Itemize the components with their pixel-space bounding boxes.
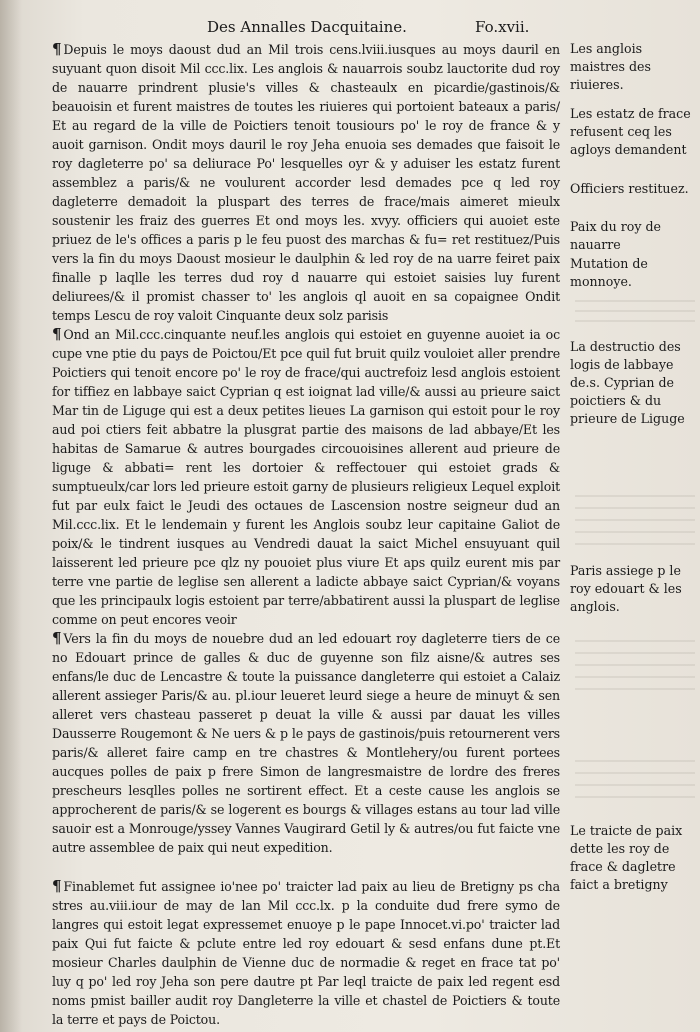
margin-note: La destructio des logis de labbaye de.s. Cyprian de poictiers & du prieure de Liguge xyxy=(570,339,685,426)
paragraph-3 xyxy=(52,629,560,857)
paragraph-text: Depuis le moys daoust dud an Mil trois cens.lviii.iusques au moys dauril en suyuant quon disoit Mil ccc.lix. Les anglois & nauarrois soubz lauctorite dud roy de nauarre prindrent plusie's villes & chasteaulx en picardie/gastinois/& beauoisin et furent maistres de toutes les riuieres qui portoient bateaux a paris/ Et au regard de la ville de Poictiers tenoit tousiours po' le roy de france & y auoit garnison. Ondit moys dauril le roy Jeha enuoia ses demades que faisoit le roy dagleterre po' sa deliurace Po' lesquelles oyr & y aduiser les estatz furent assemblez a paris/& ne voulurent accorder lesd demades pce q led roy dagleterre demadoit la pluspart des terres de frace/mais aimeret mieulx soustenir les fraiz des guerres Et ond moys les. xvyy. officiers qui auoiet este priuez de le's offices a paris p le feu puost des marchas & fu= ret restituez/Puis vers la fin du moys Daoust mosieur le daulphin & led roy de na uarre feiret paix finalle p laqlle les terres dud roy d nauarre qui estoiet saisies luy furent deliurees/& il promist chasser to' les anglois ql auoit en sa copaignee Ondit temps Lescu de roy valoit Cinquante deux solz parisis xyxy=(52,42,560,323)
paragraph-4 xyxy=(52,877,560,1029)
pilcrow-icon: ¶ xyxy=(52,325,62,343)
paragraph-text: Ond an Mil.ccc.cinquante neuf.les anglois qui estoiet en guyenne auoiet ia oc cupe vne ptie du pays de Poictou/Et pce quil fut bruit quilz vouloiet aller prendre Poictiers qui tenoit encore po' le roy de frace/qui auctrefoiz lesd anglois estoient for tiffiez en labbaye saict Cyprian q est ioignat lad ville/& aussi au prieure saict Mar tin de Liguge qui est a deux petites lieues La garnison qui estoit pour le roy aud poi ctiers feit abbatre la plusgrat partie des maisons de lad abbaye/Et les habitas de Samarue & autres bourgades circouoisines allerent aud prieure de liguge & abbati= rent les dortoier & reffectouer qui estoiet grads & sumptueulx/car lors led prieure estoit garny de plusieurs religieux Lequel exploit fut par eulx faict le Jeudi des octaues de Lascension nostre seigneur dud an Mil.ccc.lix. Et le lendemain y furent les Anglois soubz leur capitaine Galiot de poix/& le tindrent iusques au Vendredi dauat la saict Michel ensuyuant quil laisserent led prieure pce qlz ny pouoiet plus viure Et aps quilz eurent mis par terre vne partie de leglise sen allerent a ladicte abbaye saict Cyprian/& voyans que les principaulx logis estoient par terre/abbatirent aussi la pluspart de leglise comme on peut encores veoir xyxy=(52,327,560,627)
paragraph-2 xyxy=(52,325,560,629)
paragraph-text: Vers la fin du moys de nouebre dud an led edouart roy dagleterre tiers de ce no Edouart prince de galles & duc de guyenne son filz aisne/& autres ses enfans/le duc de Lencastre & toute la puissance dangleterre qui estoiet a Calaiz allerent assieger Paris/& au. pl.iour leueret leurd siege a heure de minuyt & sen alleret vers chasteau passeret p deuat la ville & aussi par dauat les villes Dausserre Rougemont & Ne uers & p le pays de gastinois/puis retournerent vers paris/& alleret faire camp en tre chastres & Montlehery/ou furent portees aucques polles de paix p frere Simon de langresmaistre de lordre des freres prescheurs lesqlles polles ne sortirent effect. Et a ceste cause les anglois se approcherent de paris/& se logerent es bourgs & villages estans au tour lad ville sauoir est a Monrouge/yssey Vannes Vaugirard Getil ly & autres/ou fut faicte vne autre assemblee de paix qui neut expedition. xyxy=(52,631,560,855)
show-through-bleed xyxy=(575,640,695,695)
pilcrow-icon: ¶ xyxy=(52,40,62,58)
running-title: Des Annalles Dacquitaine. xyxy=(207,18,407,36)
paragraph-1 xyxy=(52,40,560,325)
margin-note: Paix du roy de nauarre xyxy=(570,219,661,252)
pilcrow-icon: ¶ xyxy=(52,629,62,647)
show-through-bleed xyxy=(575,760,695,800)
margin-note: Le traicte de paix dette les roy de frace & dagletre faict a bretigny xyxy=(570,823,683,892)
main-text xyxy=(52,40,560,1029)
page-header xyxy=(0,18,700,38)
show-through-bleed xyxy=(575,300,695,330)
pilcrow-icon: ¶ xyxy=(52,877,62,895)
margin-note: Les anglois maistres des riuieres. xyxy=(570,41,651,92)
binding-shadow xyxy=(0,0,22,1032)
margin-note: Les estatz de frace refusent ceq les agloys demandent xyxy=(570,106,691,157)
folio-number: Fo.xvii. xyxy=(475,18,530,36)
margin-note: Mutation de monnoye. xyxy=(570,256,648,289)
margin-note: Paris assiege p le roy edouart & les anglois. xyxy=(570,563,682,614)
paragraph-text: Finablemet fut assignee io'nee po' traicter lad paix au lieu de Bretigny ps cha stres au.viii.iour de may de lan Mil ccc.lx. p la conduite dud frere symo de langres qui estoit legat expressemet enuoye p le pape Innocet.vi.po' traicter lad paix Qui fut faicte & pclute entre led roy edouart & sesd enfans dune pt.Et mosieur Charles daulphin de Vienne duc de normadie & reget en frace tat po' luy q po' led roy Jeha son pere dautre pt Par leql traicte de paix led regent esd noms pmist bailler audit roy Dangleterre la ville et chastel de Poictiers & toute la terre et pays de Poictou. xyxy=(52,879,560,1027)
margin-note: Officiers restituez. xyxy=(570,181,689,196)
show-through-bleed xyxy=(575,495,695,555)
